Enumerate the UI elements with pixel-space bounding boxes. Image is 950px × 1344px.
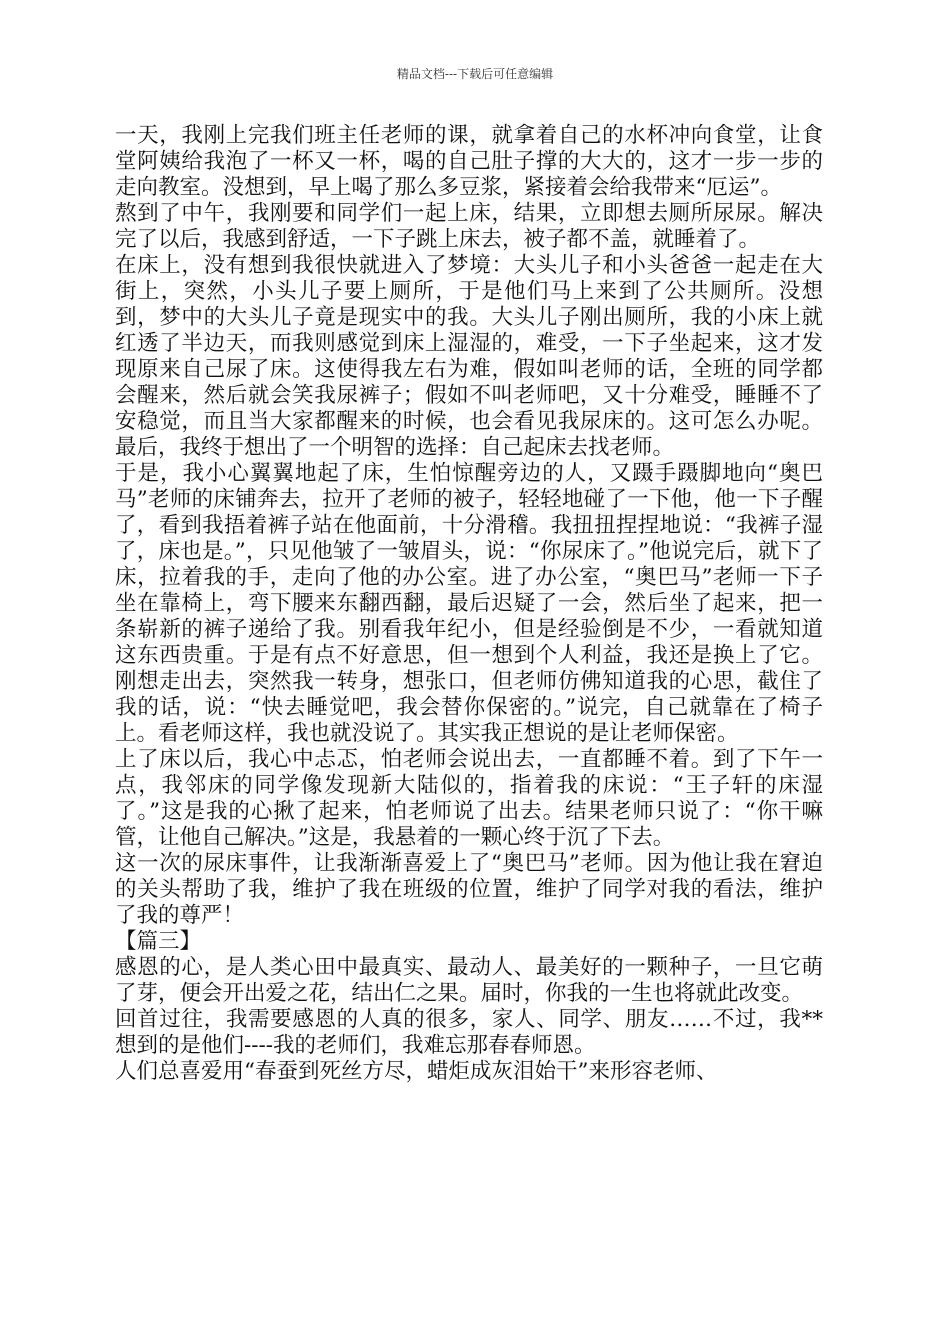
document-body xyxy=(115,123,823,1085)
paragraph: 在床上，没有想到我很快就进入了梦境：大头儿子和小头爸爸一起走在大街上，突然，小头儿子要上厕所，于是他们马上来到了公共厕所。没想到，梦中的大头儿子竟是现实中的我。大头儿子刚出厕所，我的小床上就红透了半边天，而我则感觉到床上湿湿的，难受，一下子坐起来，这才发现原来自己尿了床。这使得我左右为难，假如叫老师的话，全班的同学都会醒来，然后就会笑我尿裤子；假如不叫老师吧，又十分难受，睡睡不了安稳觉，而且当大家都醒来的时候，也会看见我尿床的。这可怎么办呢。最后，我终于想出了一个明智的选择：自己起床去找老师。 xyxy=(115,253,823,460)
paragraph: 于是，我小心翼翼地起了床，生怕惊醒旁边的人，又蹑手蹑脚地向“奥巴马”老师的床铺奔去，拉开了老师的被子，轻轻地碰了一下他，他一下子醒了，看到我捂着裤子站在他面前，十分滑稽。我扭扭捏捏地说：“我裤子湿了，床也是。”，只见他皱了一皱眉头，说：“你尿床了。”他说完后，就下了床，拉着我的手，走向了他的办公室。进了办公室，“奥巴马”老师一下子坐在靠椅上，弯下腰来东翻西翻，最后迟疑了一会，然后坐了起来，把一条崭新的裤子递给了我。别看我年纪小，但是经验倒是不少，一看就知道这东西贵重。于是有点不好意思，但一想到个人利益，我还是换上了它。刚想走出去，突然我一转身，想张口，但老师仿佛知道我的心思，截住了我的话，说：“快去睡觉吧，我会替你保密的。”说完，自己就靠在了椅子上。看老师这样，我也就没说了。其实我正想说的是让老师保密。 xyxy=(115,461,823,746)
page-header: 精品文档---下载后可任意编辑 xyxy=(396,67,554,81)
paragraph: 人们总喜爱用“春蚕到死丝方尽，蜡炬成灰泪始干”来形容老师、 xyxy=(115,1059,718,1084)
paragraph: 感恩的心，是人类心田中最真实、最动人、最美好的一颗种子，一旦它萌了芽，便会开出爱之花，结出仁之果。届时，你我的一生也将就此改变。 xyxy=(115,955,823,1006)
section-heading: 【篇三】 xyxy=(115,929,202,954)
paragraph: 一天，我刚上完我们班主任老师的课，就拿着自己的水杯冲向食堂，让食堂阿姨给我泡了一杯又一杯，喝的自己肚子撑的大大的，这才一步一步的走向教室。没想到，早上喝了那么多豆浆，紧接着会给我带来“厄运”。 xyxy=(115,123,823,200)
paragraph: 回首过往，我需要感恩的人真的很多，家人、同学、朋友……不过，我**想到的是他们----我的老师们，我难忘那春春师恩。 xyxy=(115,1007,823,1058)
paragraph: 上了床以后，我心中忐忑，怕老师会说出去，一直都睡不着。到了下午一点，我邻床的同学像发现新大陆似的，指着我的床说：“王子轩的床湿了。”这是我的心揪了起来，怕老师说了出去。结果老师只说了：“你干嘛管，让他自己解决。”这是，我悬着的一颗心终于沉了下去。 xyxy=(115,747,823,850)
paragraph: 熬到了中午，我刚要和同学们一起上床，结果，立即想去厕所尿尿。解决完了以后，我感到舒适，一下子跳上床去，被子都不盖，就睡着了。 xyxy=(115,201,823,252)
paragraph: 这一次的尿床事件，让我渐渐喜爱上了“奥巴马”老师。因为他让我在窘迫的关头帮助了我，维护了我在班级的位置，维护了同学对我的看法，维护了我的尊严！ xyxy=(115,851,823,928)
